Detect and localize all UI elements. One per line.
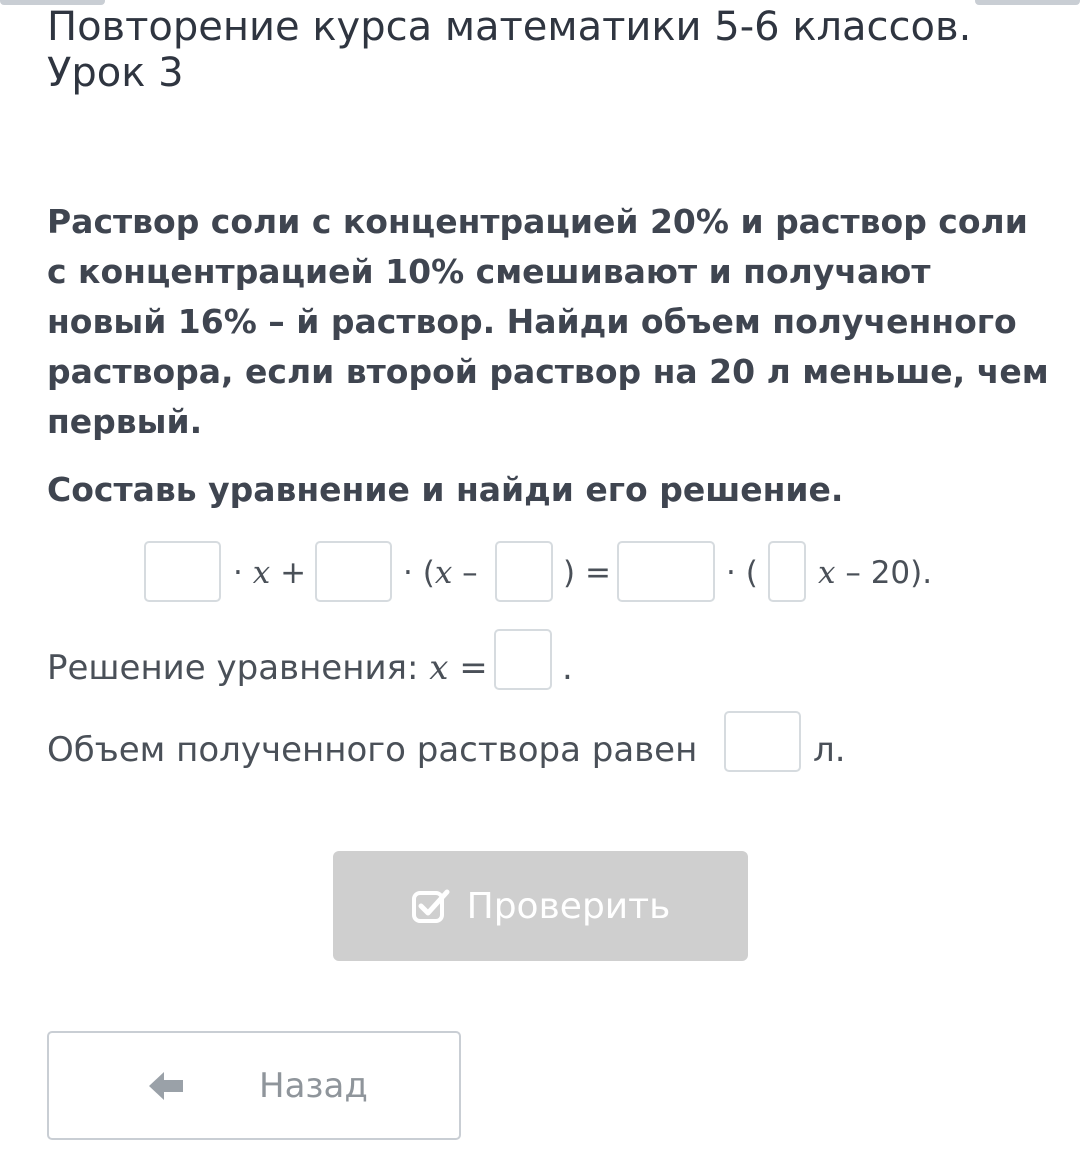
equation-input-5[interactable]	[768, 541, 806, 602]
equation-input-3[interactable]	[495, 541, 553, 602]
task-instruction: Составь уравнение и найди его решение.	[47, 470, 844, 509]
solution-equals: =	[459, 648, 488, 688]
equation-input-1[interactable]	[144, 541, 221, 602]
solution-label-line	[47, 646, 488, 690]
equation-input-2[interactable]	[315, 541, 392, 602]
equation-tail: – 20).	[845, 555, 933, 591]
back-button[interactable]	[47, 1031, 461, 1140]
volume-unit: л.	[813, 730, 846, 770]
equation-text-3	[563, 553, 611, 593]
volume-label: Объем полученного раствора равен	[47, 730, 698, 770]
equation-open-paren: · (	[403, 555, 435, 591]
equation-variable: x	[434, 555, 453, 591]
equation-input-4[interactable]	[617, 541, 715, 602]
equation-close-paren-equals: ) =	[563, 555, 611, 591]
equation-variable: x	[818, 555, 836, 591]
checkbox-check-icon	[411, 886, 451, 926]
solution-period: .	[562, 648, 573, 688]
back-button-label: Назад	[259, 1066, 368, 1106]
arrow-left-icon	[147, 1069, 185, 1103]
solution-label: Решение уравнения:	[47, 648, 419, 688]
check-button-label: Проверить	[466, 885, 671, 927]
task-text: Раствор соли с концентрацией 20% и раствор соли с концентрацией 10% смешивают и получают новый 16% – й раствор. Найди объем полученного раствора, если второй раствор на 20 л меньше, чем первый.	[47, 202, 1049, 441]
equation-minus: –	[462, 555, 478, 591]
equation-text-2	[403, 553, 478, 593]
equation-variable: x	[252, 555, 271, 591]
check-button[interactable]	[333, 851, 748, 961]
volume-input[interactable]	[724, 711, 801, 772]
equation-text-5	[818, 553, 932, 593]
equation-open-paren-2: · (	[726, 555, 758, 591]
equation-text-4	[726, 553, 758, 593]
equation-dot: ·	[233, 555, 243, 591]
solution-variable: x	[429, 648, 449, 688]
lesson-title: Повторение курса математики 5-6 классов. Урок 3	[47, 4, 972, 96]
equation-plus: +	[280, 555, 307, 591]
solution-input[interactable]	[494, 629, 552, 690]
equation-text-1	[233, 553, 306, 593]
